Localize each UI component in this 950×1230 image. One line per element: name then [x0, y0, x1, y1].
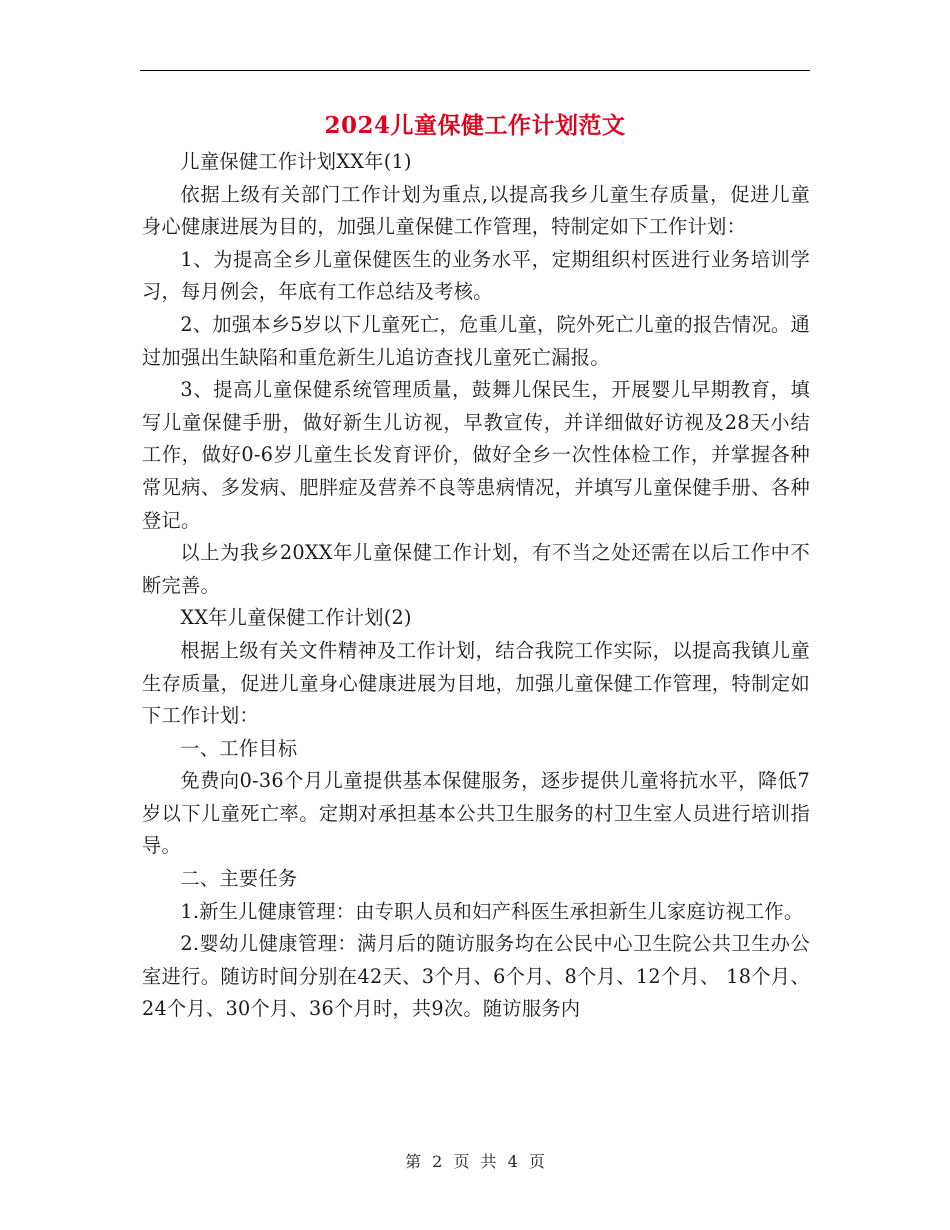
- paragraph: 根据上级有关文件精神及工作计划，结合我院工作实际，以提高我镇儿童生存质量，促进儿童身心健康进展为目地，加强儿童保健工作管理，特制定如下工作计划：: [142, 638, 810, 728]
- paragraph: 免费向0-36个月儿童提供基本保健服务，逐步提供儿童将抗水平，降低7岁以下儿童死亡率。定期对承担基本公共卫生服务的村卫生室人员进行培训指导。: [142, 769, 810, 858]
- paragraph: 儿童保健工作计划XX年(1): [180, 150, 412, 173]
- paragraph: 以上为我乡20XX年儿童保健工作计划，有不当之处还需在以后工作中不断完善。: [142, 541, 810, 597]
- paragraph: 3、提高儿童保健系统管理质量，鼓舞儿保民生，开展婴儿早期教育，填写儿童保健手册，做好新生儿访视，早教宣传，并详细做好访视及28天小结工作，做好0-6岁儿童生长发育评价，做好全乡一次性体检工作，并掌握各种常见病、多发病、肥胖症及营养不良等患病情况，并填写儿童保健手册、各种登记。: [142, 378, 810, 532]
- paragraph: 2.婴幼儿健康管理：满月后的随访服务均在公民中心卫生院公共卫生办公室进行。随访时间分别在42天、3个月、6个月、8个月、12个月、 18个月、24个月、30个月、36个月时，共9次。随访服务内: [142, 932, 810, 1021]
- header-rule: [140, 70, 810, 71]
- paragraph: 一、工作目标: [180, 736, 298, 760]
- paragraph: 依据上级有关部门工作计划为重点,以提高我乡儿童生存质量，促进儿童身心健康进展为目的，加强儿童保健工作管理，特制定如下工作计划：: [142, 182, 810, 239]
- document-title: 2024儿童保健工作计划范文: [324, 112, 626, 139]
- paragraph: 1、为提高全乡儿童保健医生的业务水平，定期组织村医进行业务培训学习，每月例会，年底有工作总结及考核。: [142, 247, 810, 304]
- document-body: [142, 146, 810, 1026]
- paragraph: 1.新生儿健康管理：由专职人员和妇产科医生承担新生儿家庭访视工作。: [180, 899, 804, 923]
- paragraph: 2、加强本乡5岁以下儿童死亡，危重儿童，院外死亡儿童的报告情况。通过加强出生缺陷和重危新生儿追访查找儿童死亡漏报。: [142, 312, 810, 369]
- paragraph: 二、主要任务: [180, 867, 298, 891]
- paragraph: XX年儿童保健工作计划(2): [180, 606, 412, 630]
- page-number-footer: 第 2 页 共 4 页: [405, 1152, 545, 1171]
